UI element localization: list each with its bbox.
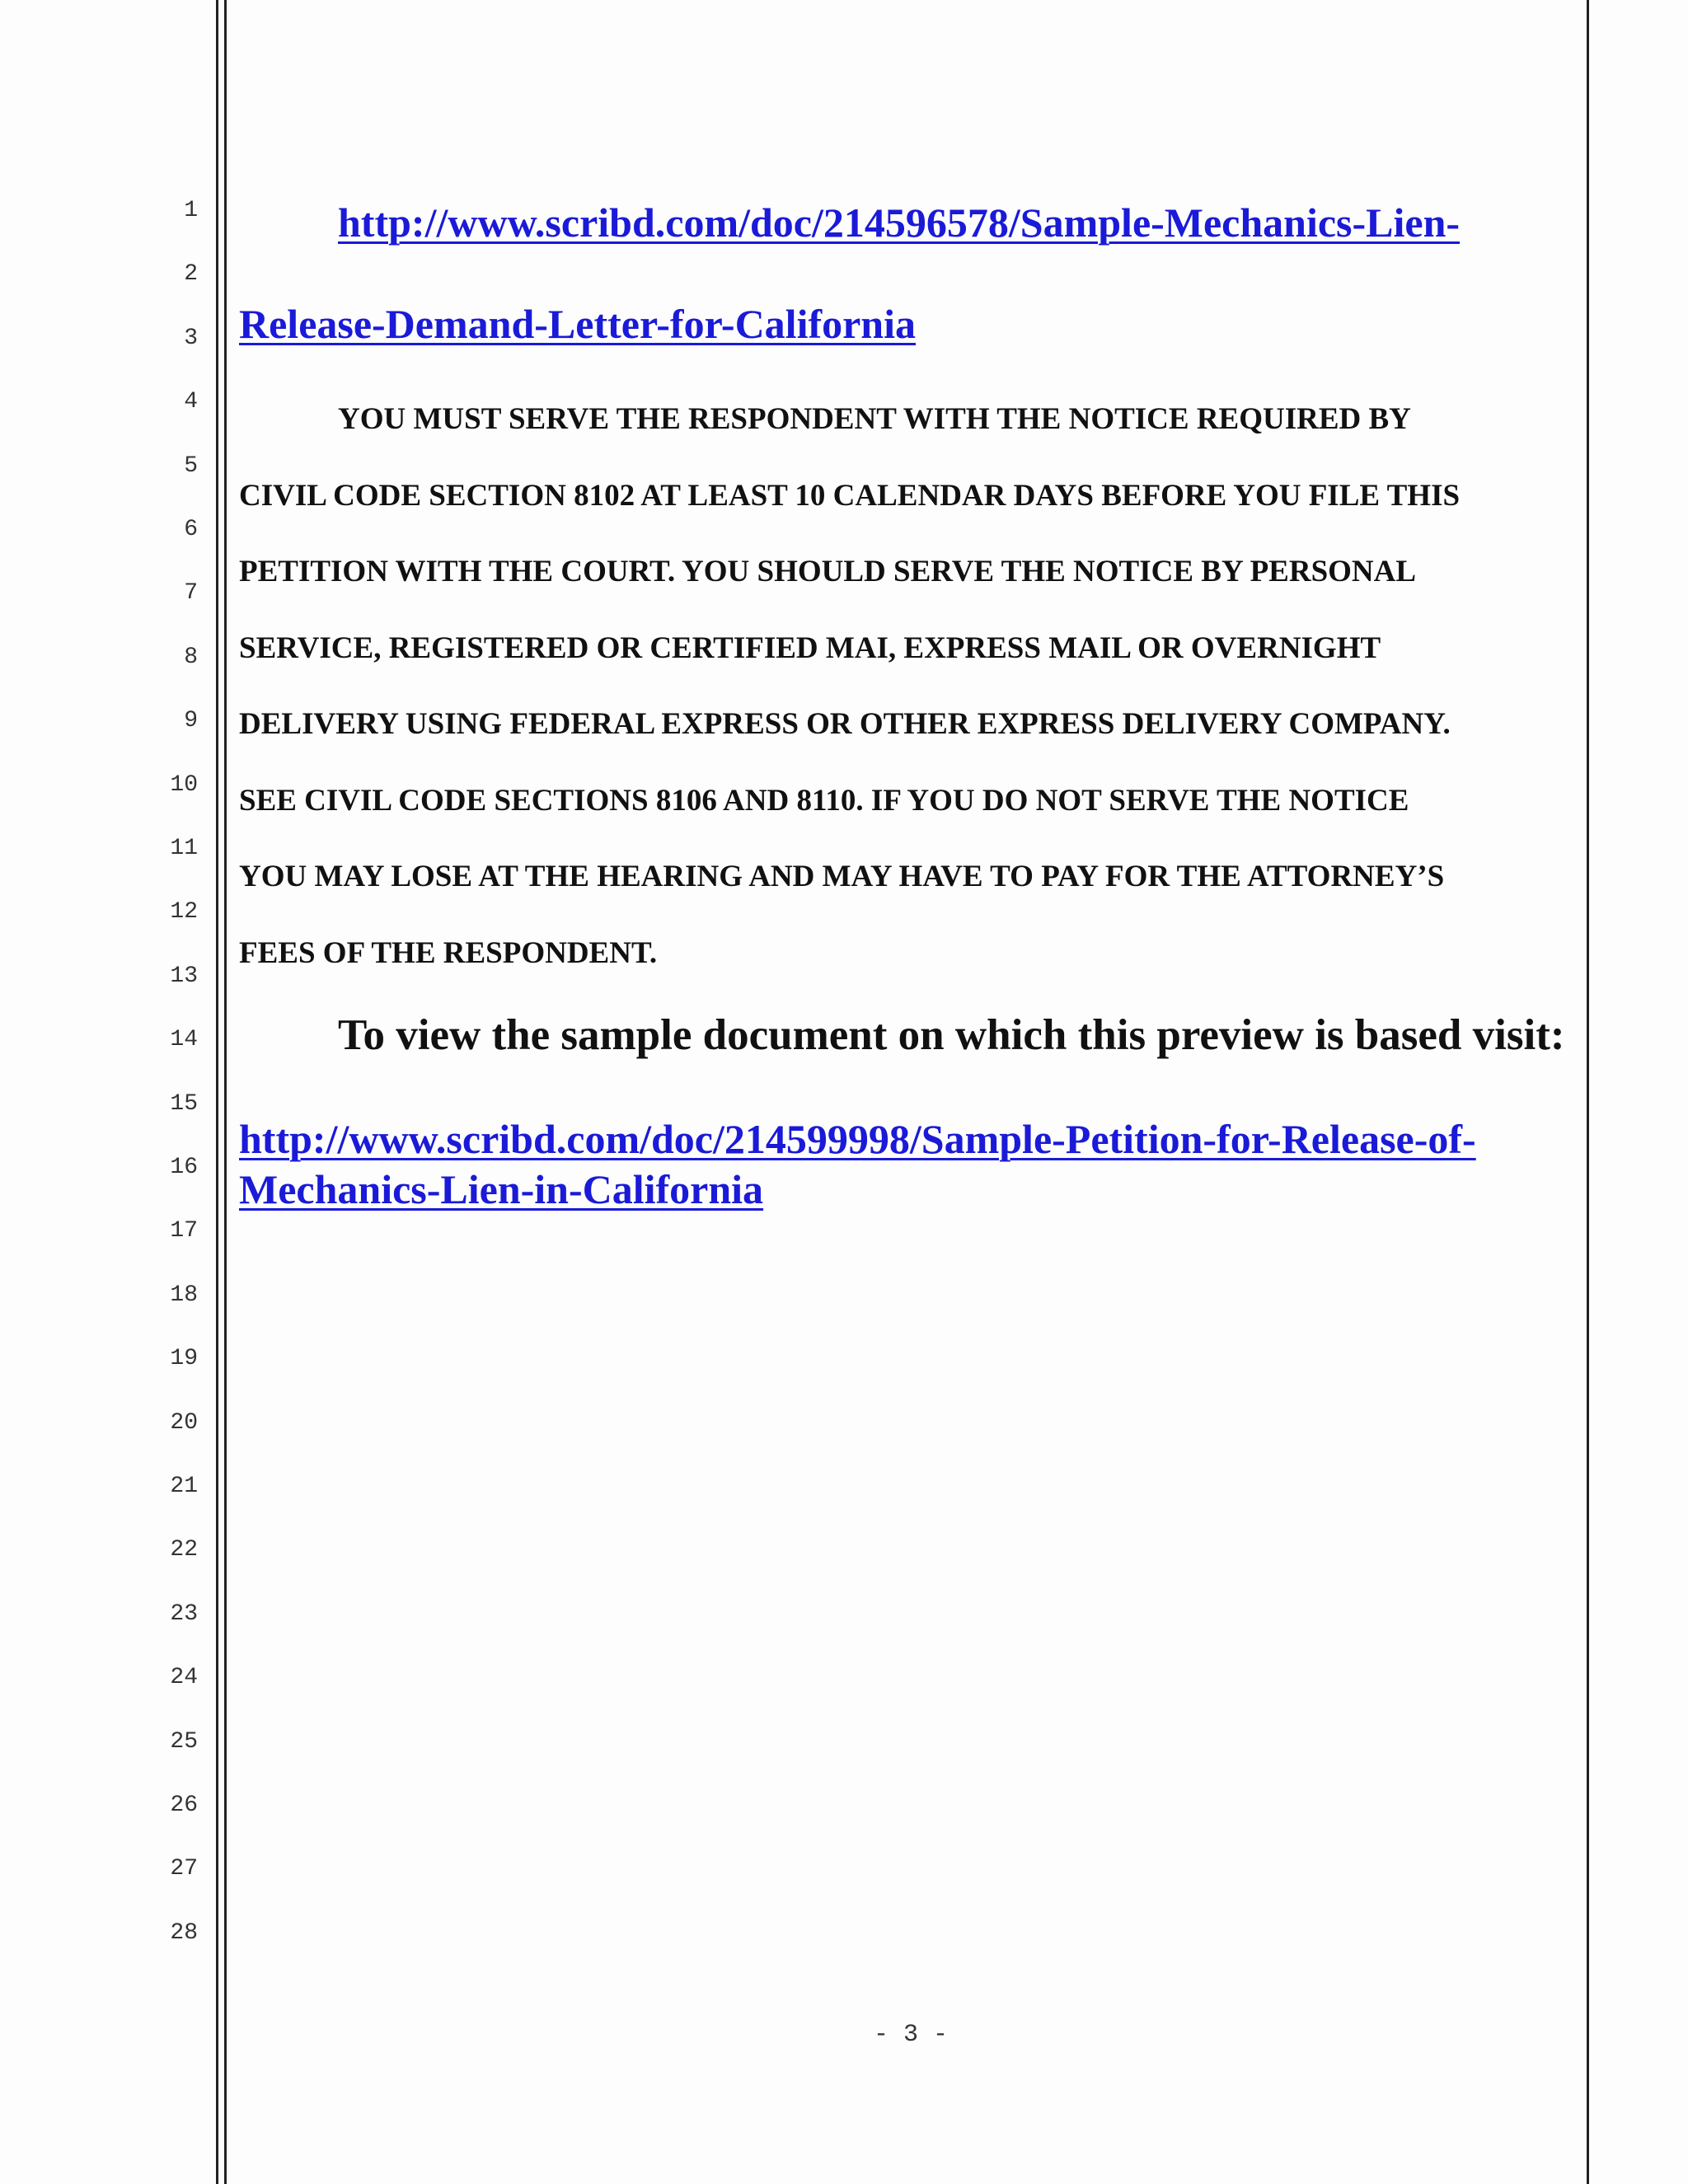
line-number: 24 <box>170 1665 198 1691</box>
line-number: 2 <box>184 261 198 288</box>
scribd-demand-letter-link-line-2[interactable]: Release-Demand-Letter-for-California <box>239 301 916 347</box>
line-number: 3 <box>184 325 198 351</box>
page-number: - 3 - <box>873 2021 948 2049</box>
notice-line: CIVIL CODE SECTION 8102 AT LEAST 10 CALENDAR DAYS BEFORE YOU FILE THIS <box>239 479 1461 513</box>
line-number: 17 <box>170 1218 198 1244</box>
scribd-petition-link-line-1[interactable]: http://www.scribd.com/doc/214599998/Sample-Petition-for-Release-of- <box>239 1116 1476 1162</box>
notice-line: SEE CIVIL CODE SECTIONS 8106 AND 8110. IF YOU DO NOT SERVE THE NOTICE <box>239 784 1409 818</box>
preview-heading: To view the sample document on which this preview is based visit: <box>338 1011 1565 1059</box>
line-number: 1 <box>184 198 198 223</box>
notice-line: SERVICE, REGISTERED OR CERTIFIED MAI, EXPRESS MAIL OR OVERNIGHT <box>239 631 1381 665</box>
line-number: 8 <box>184 644 198 670</box>
left-margin-rule-inner <box>224 0 227 2184</box>
line-number: 12 <box>170 899 198 926</box>
line-number: 4 <box>184 389 198 415</box>
notice-line: YOU MUST SERVE THE RESPONDENT WITH THE NOTICE REQUIRED BY <box>338 402 1411 436</box>
line-number: 14 <box>170 1027 198 1053</box>
line-number: 23 <box>170 1601 198 1627</box>
line-number: 9 <box>184 708 198 734</box>
line-number: 6 <box>184 517 198 542</box>
right-margin-rule <box>1587 0 1589 2184</box>
line-number: 11 <box>170 836 198 861</box>
left-margin-rule-outer <box>216 0 218 2184</box>
line-number: 5 <box>184 452 198 479</box>
line-number: 16 <box>170 1155 198 1180</box>
notice-line: YOU MAY LOSE AT THE HEARING AND MAY HAVE TO PAY FOR THE ATTORNEY’S <box>239 860 1445 893</box>
notice-line: PETITION WITH THE COURT. YOU SHOULD SERVE THE NOTICE BY PERSONAL <box>239 555 1417 588</box>
notice-line: FEES OF THE RESPONDENT. <box>239 936 658 970</box>
line-number: 13 <box>170 963 198 989</box>
line-number: 15 <box>170 1090 198 1117</box>
line-number: 25 <box>170 1728 198 1755</box>
line-number: 10 <box>170 771 198 798</box>
line-number: 22 <box>170 1537 198 1563</box>
line-number: 28 <box>170 1919 198 1946</box>
line-number: 18 <box>170 1282 198 1308</box>
line-number: 20 <box>170 1409 198 1436</box>
notice-line: DELIVERY USING FEDERAL EXPRESS OR OTHER EXPRESS DELIVERY COMPANY. <box>239 707 1451 741</box>
line-number: 26 <box>170 1793 198 1818</box>
line-number: 19 <box>170 1346 198 1372</box>
line-number: 21 <box>170 1474 198 1499</box>
line-number: 27 <box>170 1856 198 1882</box>
scribd-petition-link-line-2[interactable]: Mechanics-Lien-in-California <box>239 1166 764 1212</box>
scribd-demand-letter-link-line-1[interactable]: http://www.scribd.com/doc/214596578/Sample-Mechanics-Lien- <box>338 199 1461 246</box>
line-number: 7 <box>184 580 198 607</box>
